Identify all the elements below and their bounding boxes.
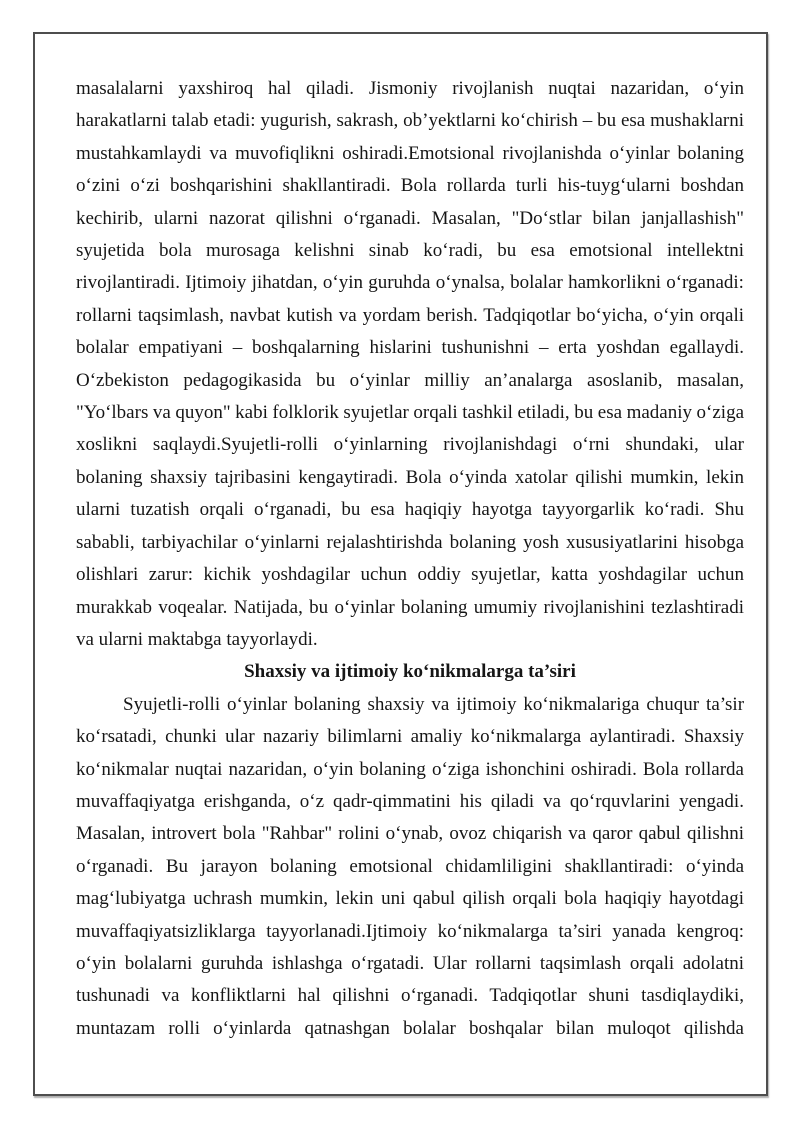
text-line	[76, 527, 744, 559]
text-line-content: muvaffaqiyatga erishganda, oʻz qadr-qimmatini his qiladi va qoʻrquvlarini yengadi.	[76, 790, 744, 812]
section-heading: Shaxsiy va ijtimoiy koʻnikmalarga ta’siri	[244, 661, 576, 683]
text-line-content: ularni tuzatish orqali oʻrganadi, bu esa haqiqiy hayotga tayyorgarlik koʻradi. Shu	[76, 499, 745, 521]
text-line	[76, 138, 744, 170]
text-line-content: koʻrsatadi, chunki ular nazariy bilimlarni amaliy koʻnikmalarga aylantiradi. Shaxsiy	[76, 726, 745, 748]
text-line	[76, 980, 744, 1012]
text-line	[76, 365, 744, 397]
page-border-frame	[33, 32, 768, 1096]
text-line	[76, 429, 744, 461]
text-line-content: tushunadi va konfliktlarni hal qilishni oʻrganadi. Tadqiqotlar shuni tasdiqlaydiki,	[76, 985, 744, 1007]
text-line	[76, 332, 744, 364]
text-line	[76, 689, 744, 721]
text-line	[76, 494, 744, 526]
text-line	[76, 300, 744, 332]
text-line	[76, 203, 744, 235]
text-line-content: xoslikni saqlaydi.Syujetli-rolli oʻyinlarning rivojlanishdagi oʻrni shundaki, ular	[76, 434, 744, 456]
text-line-content: syujetida bola murosaga kelishni sinab koʻradi, bu esa emotsional intellektni	[76, 240, 744, 262]
text-line-content: Masalan, introvert bola "Rahbar" rolini oʻynab, ovoz chiqarish va qaror qabul qilishni	[76, 823, 744, 845]
text-line	[76, 786, 744, 818]
text-line-content: muntazam rolli oʻyinlarda qatnashgan bolalar boshqalar bilan muloqot qilishda	[76, 1017, 744, 1039]
text-line	[76, 462, 744, 494]
text-line	[76, 592, 744, 624]
text-line-content: Oʻzbekiston pedagogikasida bu oʻyinlar milliy an’analarga asoslanib, masalan,	[76, 369, 745, 391]
text-line-content: va ularni maktabga tayyorlaydi.	[76, 628, 318, 650]
text-line-content: oʻzini oʻzi boshqarishini shakllantiradi. Bola rollarda turli his-tuygʻularni boshdan	[76, 175, 745, 197]
text-line	[76, 170, 744, 202]
text-line-content: "Yoʻlbars va quyon" kabi folklorik syujetlar orqali tashkil etiladi, bu esa madaniy oʻziga	[76, 402, 745, 424]
text-line-content: bolalar empatiyani – boshqalarning hislarini tushunishni – erta yoshdan egallaydi.	[76, 337, 744, 359]
text-line-content: kechirib, ularni nazorat qilishni oʻrganadi. Masalan, "Doʻstlar bilan janjallashish"	[76, 207, 745, 229]
text-line	[76, 235, 744, 267]
body-paragraph-1	[76, 73, 744, 656]
text-line	[76, 851, 744, 883]
text-line-content: magʻlubiyatga uchrash mumkin, lekin uni qabul qilish orqali bola haqiqiy hayotdagi	[76, 888, 744, 910]
text-line	[76, 267, 744, 299]
text-line-content: rivojlantiradi. Ijtimoiy jihatdan, oʻyin guruhda oʻynalsa, bolalar hamkorlikni oʻrganadi:	[76, 272, 744, 294]
text-line-content: oʻyin bolalarni guruhda ishlashga oʻrgatadi. Ular rollarni taqsimlash orqali adolatni	[76, 952, 745, 974]
text-line-content: muvaffaqiyatsizliklarga tayyorlanadi.Ijtimoiy koʻnikmalarga ta’siri yanada kengroq:	[76, 920, 744, 942]
text-line	[76, 948, 744, 980]
text-line	[76, 559, 744, 591]
text-line	[76, 916, 744, 948]
text-line	[76, 818, 744, 850]
text-line-content: olishlari zarur: kichik yoshdagilar uchun oddiy syujetlar, katta yoshdagilar uchun	[76, 564, 744, 586]
text-line-content: koʻnikmalar nuqtai nazaridan, oʻyin bolaning oʻziga ishonchini oshiradi. Bola rollarda	[76, 758, 744, 780]
text-line	[76, 397, 744, 429]
text-line-content: mustahkamlaydi va muvofiqlikni oshiradi.Emotsional rivojlanishda oʻyinlar bolaning	[76, 142, 745, 164]
text-line	[76, 883, 744, 915]
text-line	[76, 73, 744, 105]
text-line	[76, 754, 744, 786]
text-line-content: bolaning shaxsiy tajribasini kengaytiradi. Bola oʻyinda xatolar qilishi mumkin, lekin	[76, 466, 745, 488]
text-line-content: sababli, tarbiyachilar oʻyinlarni rejalashtirishda bolaning yosh xususiyatlarini hisobga	[76, 531, 744, 553]
text-line-content: harakatlarni talab etadi: yugurish, sakrash, ob’yektlarni koʻchirish – bu esa mushaklarni	[76, 110, 745, 132]
body-paragraph-2	[76, 689, 744, 1045]
text-line-content: masalalarni yaxshiroq hal qiladi. Jismoniy rivojlanish nuqtai nazaridan, oʻyin	[76, 78, 744, 99]
text-line-content: oʻrganadi. Bu jarayon bolaning emotsional chidamliligini shakllantiradi: oʻyinda	[76, 855, 745, 877]
text-line-content: murakkab voqealar. Natijada, bu oʻyinlar bolaning umumiy rivojlanishini tezlashtiradi	[76, 596, 744, 618]
text-line-content: rollarni taqsimlash, navbat kutish va yordam berish. Tadqiqotlar boʻyicha, oʻyin orqali	[76, 304, 745, 326]
text-line	[76, 105, 744, 137]
text-line	[76, 624, 744, 656]
text-line-content: Syujetli-rolli oʻyinlar bolaning shaxsiy va ijtimoiy koʻnikmalariga chuqur ta’sir	[123, 693, 745, 715]
page-content	[35, 34, 766, 1045]
text-line	[76, 721, 744, 753]
text-line	[76, 1013, 744, 1045]
